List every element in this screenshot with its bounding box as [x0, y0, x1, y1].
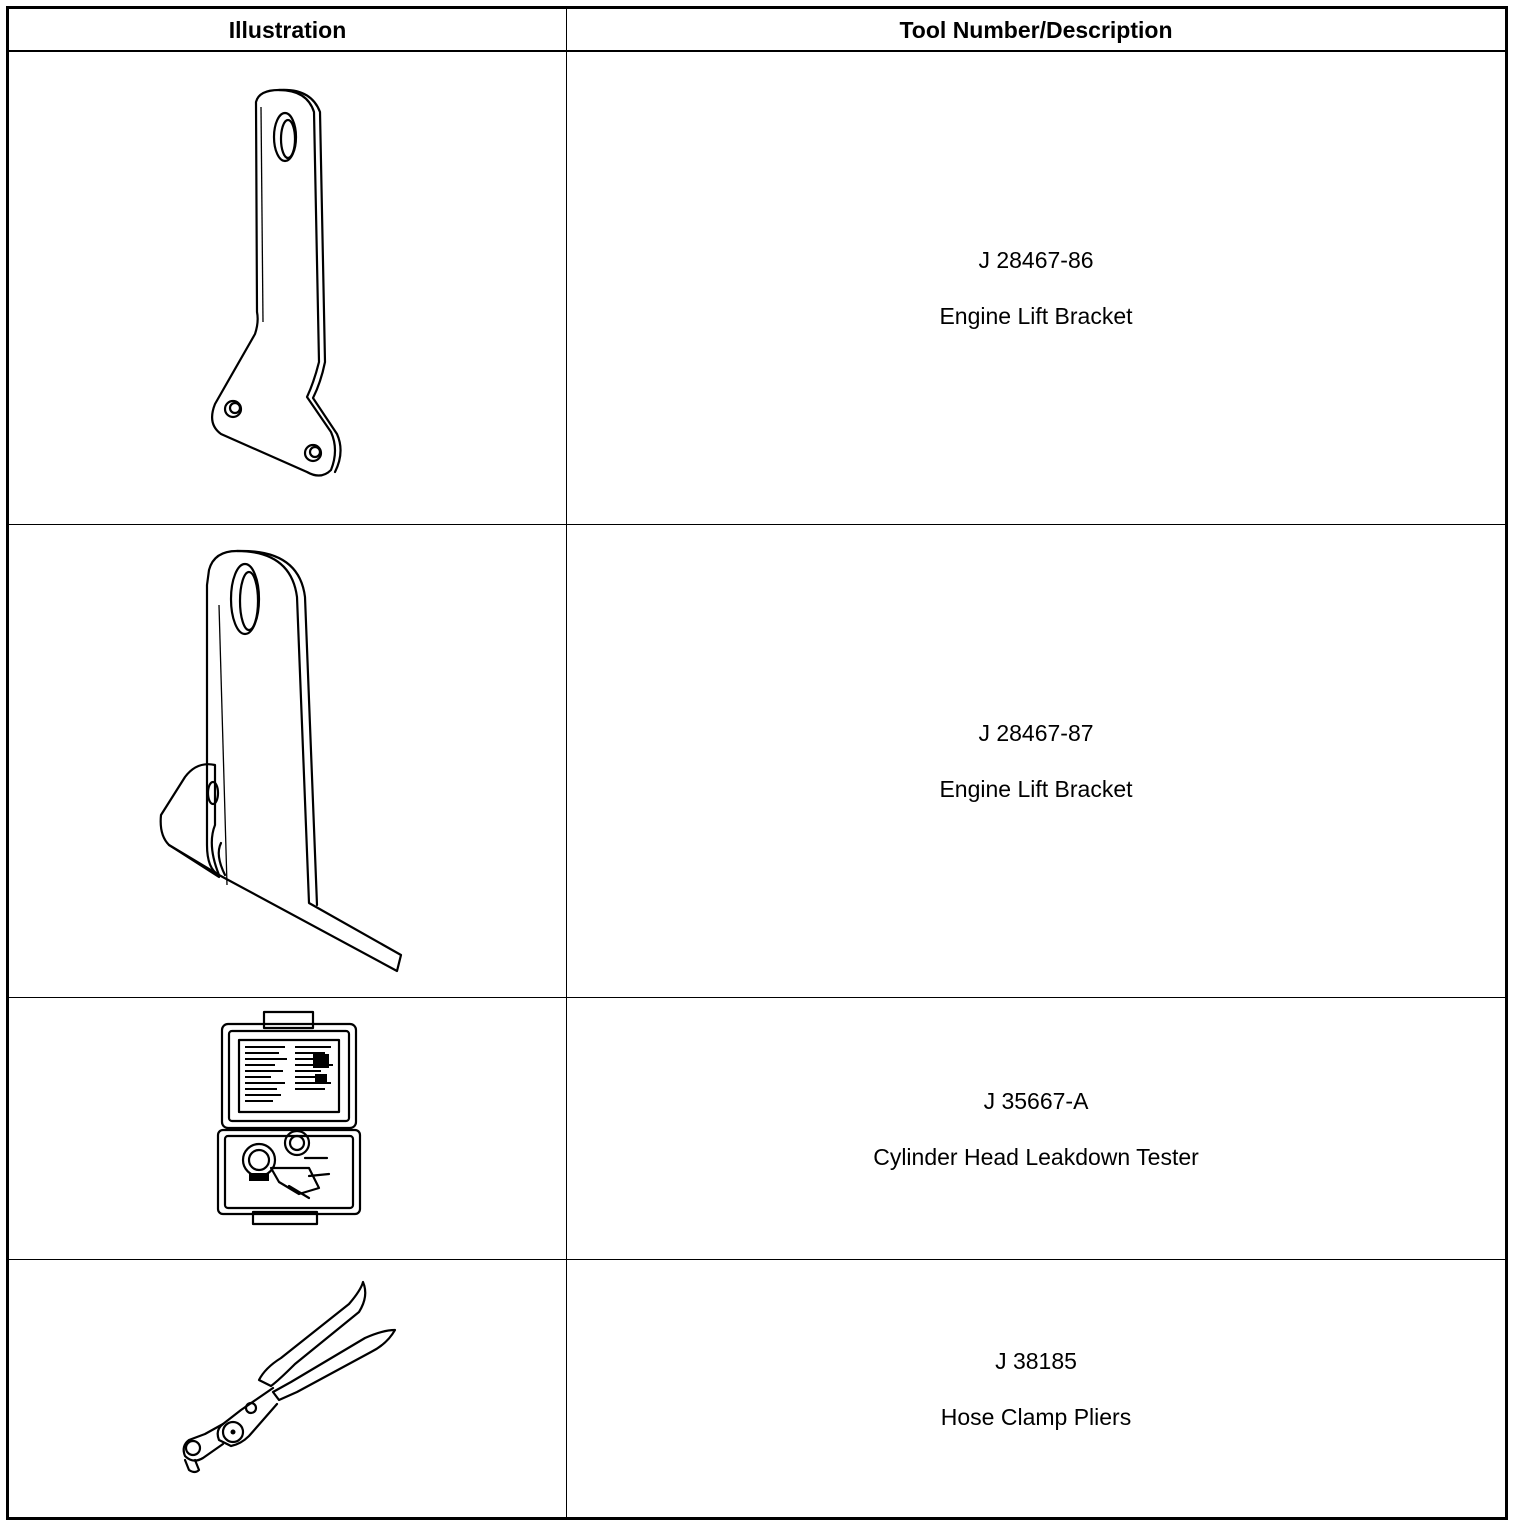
table-row — [9, 998, 1505, 1260]
engine-lift-bracket-icon — [9, 52, 566, 524]
tool-description: Engine Lift Bracket — [939, 776, 1133, 802]
tool-description: Cylinder Head Leakdown Tester — [873, 1143, 1199, 1170]
table-row — [9, 1260, 1505, 1517]
table-row — [9, 52, 1505, 525]
description-cell — [567, 998, 1505, 1259]
table-row — [9, 525, 1505, 998]
illustration-cell — [9, 998, 566, 1259]
description-cell — [567, 1260, 1505, 1517]
illustration-cell — [9, 525, 566, 997]
tool-description: Hose Clamp Pliers — [940, 1403, 1132, 1430]
header-illustration: Illustration — [228, 17, 347, 43]
tool-number: J 28467-87 — [978, 720, 1094, 746]
header-tool-number-description: Tool Number/Description — [899, 17, 1173, 43]
tool-description: Engine Lift Bracket — [939, 303, 1133, 329]
tool-table — [6, 6, 1508, 1520]
description-cell — [567, 525, 1505, 997]
table-header — [9, 9, 1505, 52]
tool-number: J 38185 — [995, 1347, 1077, 1374]
tool-number: J 28467-86 — [978, 247, 1094, 273]
hose-clamp-pliers-icon — [9, 1260, 566, 1516]
description-cell — [567, 52, 1505, 524]
tool-number: J 35667-A — [983, 1087, 1089, 1114]
illustration-cell — [9, 1260, 566, 1517]
leakdown-tester-case-icon — [9, 998, 566, 1259]
illustration-cell — [9, 52, 566, 524]
engine-lift-bracket-l-icon — [9, 525, 566, 997]
